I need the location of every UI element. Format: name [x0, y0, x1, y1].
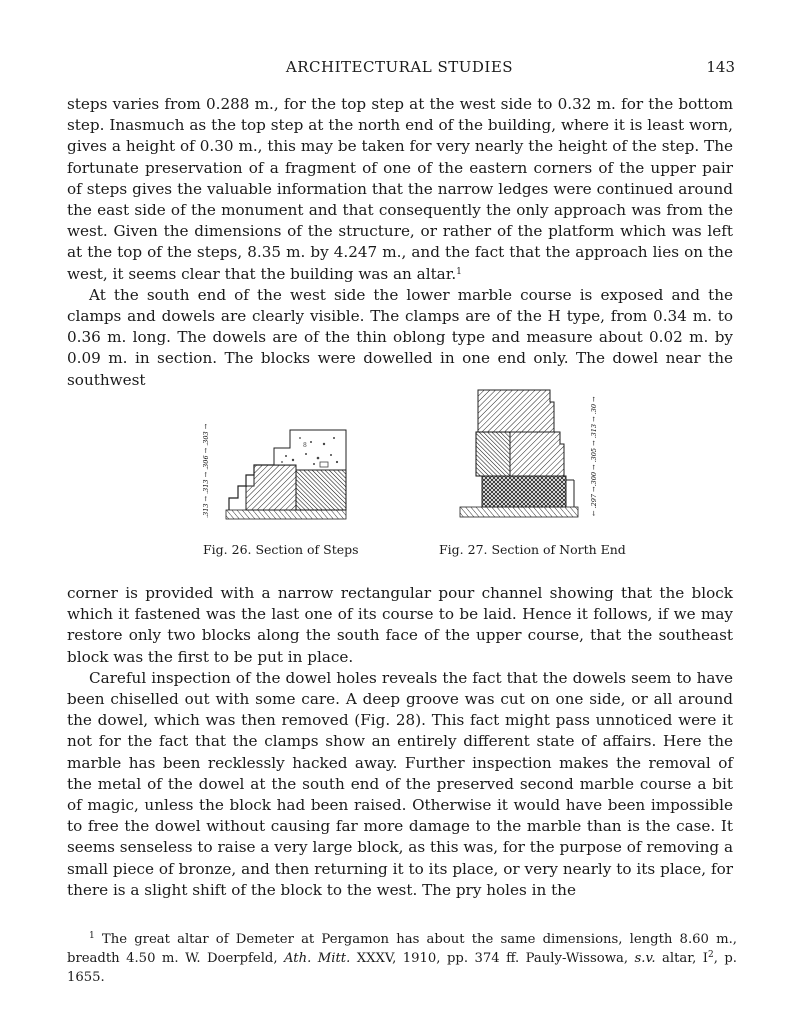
body-text-top: [67, 94, 733, 391]
ground-hatch: [460, 507, 578, 517]
figure-27-caption: Fig. 27. Section of North End: [439, 542, 626, 557]
core-block: [296, 470, 346, 510]
footnote-marker: 1: [89, 931, 95, 941]
paragraph: Careful inspection of the dowel holes reveals the fact that the dowels seem to have been chiselled out with some care. A deep groove was cut on one side, or all around the dowel, which was then removed (Fig. 28). This fact might pass unnoticed were it not for the fact that the clamps show an entirely different state of affairs. Here the marble has been recklessly hacked away. Further inspection makes the removal of the metal of the dowel at the south end of the preserved second marble course a bit of magic, unless the block had been raised. Otherwise it would have been impossible to free the dowel without causing far more damage to the marble than is the case. It seems senseless to raise a very large block, as this was, for the purpose of removing a small piece of bronze, and then returning it to its place, or very nearly to its place, for there is a slight shift of the block to the west. The pry holes in the: [67, 668, 733, 899]
steps-block: [246, 465, 296, 510]
middle-block-left: [476, 432, 510, 476]
figure-26-caption: Fig. 26. Section of Steps: [203, 542, 359, 557]
ground-hatch: [226, 510, 346, 519]
page-number: 143: [706, 58, 735, 76]
footnote-ref: 1: [456, 266, 462, 277]
north-end-section-drawing: [456, 384, 616, 524]
rubble-mark: 8: [303, 442, 307, 449]
running-title: ARCHITECTURAL STUDIES: [285, 58, 514, 76]
journal-title: Ath. Mitt.: [284, 951, 351, 966]
steps-section-drawing: [196, 418, 356, 528]
paragraph: corner is provided with a narrow rectangular pour channel showing that the block which it fastened was the last one of its course to be laid. Hence it follows, if we may restore only two blocks along the south face of the upper course, that the southeast block was the first to be put in place.: [67, 584, 733, 666]
paragraph: steps varies from 0.288 m., for the top step at the west side to 0.32 m. for the bottom step. Inasmuch as the top step at the north end of the building, where it is least worn, gives a height of 0.30 m., this may be taken for very nearly the height of the step. The fortunate preservation of a fragment of one of the eastern corners of the upper pair of steps gives the valuable information that the narrow ledges were continued around the east side of the monument and that consequently the only approach was from the west. Given the dimensions of the structure, or rather of the platform which was left at the top of the steps, 8.35 m. by 4.247 m., and the fact that the approach lies on the west, it seems clear that the building was an altar.$^1$: [67, 95, 733, 283]
lower-block: [482, 476, 566, 507]
upper-block: [478, 390, 554, 432]
paragraph: At the south end of the west side the lower marble course is exposed and the clamps and dowels are clearly visible. The clamps are of the H type, from 0.34 m. to 0.36 m. long. The dowels are of the thin oblong type and measure about 0.02 m. by 0.09 m. in section. The blocks were dowelled in one end only. The dowel near the southwest: [67, 285, 733, 389]
dimension-label: .313 → .313 → .306 → .303 →: [202, 423, 210, 518]
page-header: [0, 58, 799, 80]
figure-26: [196, 418, 356, 528]
footnote: $^1$ The great altar of Demeter at Pergamon has about the same dimensions, length 8.60 m., breadth 4.50 m. W. Doerpfeld, Ath. Mitt. XXXV, 1910, pp. 374 ff. Pauly-Wissowa, s.v. altar, $I^2$, p. 1655.: [67, 931, 737, 985]
figure-27: [456, 384, 616, 524]
body-text-bottom: [67, 583, 733, 901]
dimension-label: ← .297 →.300 → .305 → .313 → .30 →: [590, 396, 598, 516]
rubble-fill: [274, 430, 346, 470]
middle-block-right: [510, 432, 564, 476]
